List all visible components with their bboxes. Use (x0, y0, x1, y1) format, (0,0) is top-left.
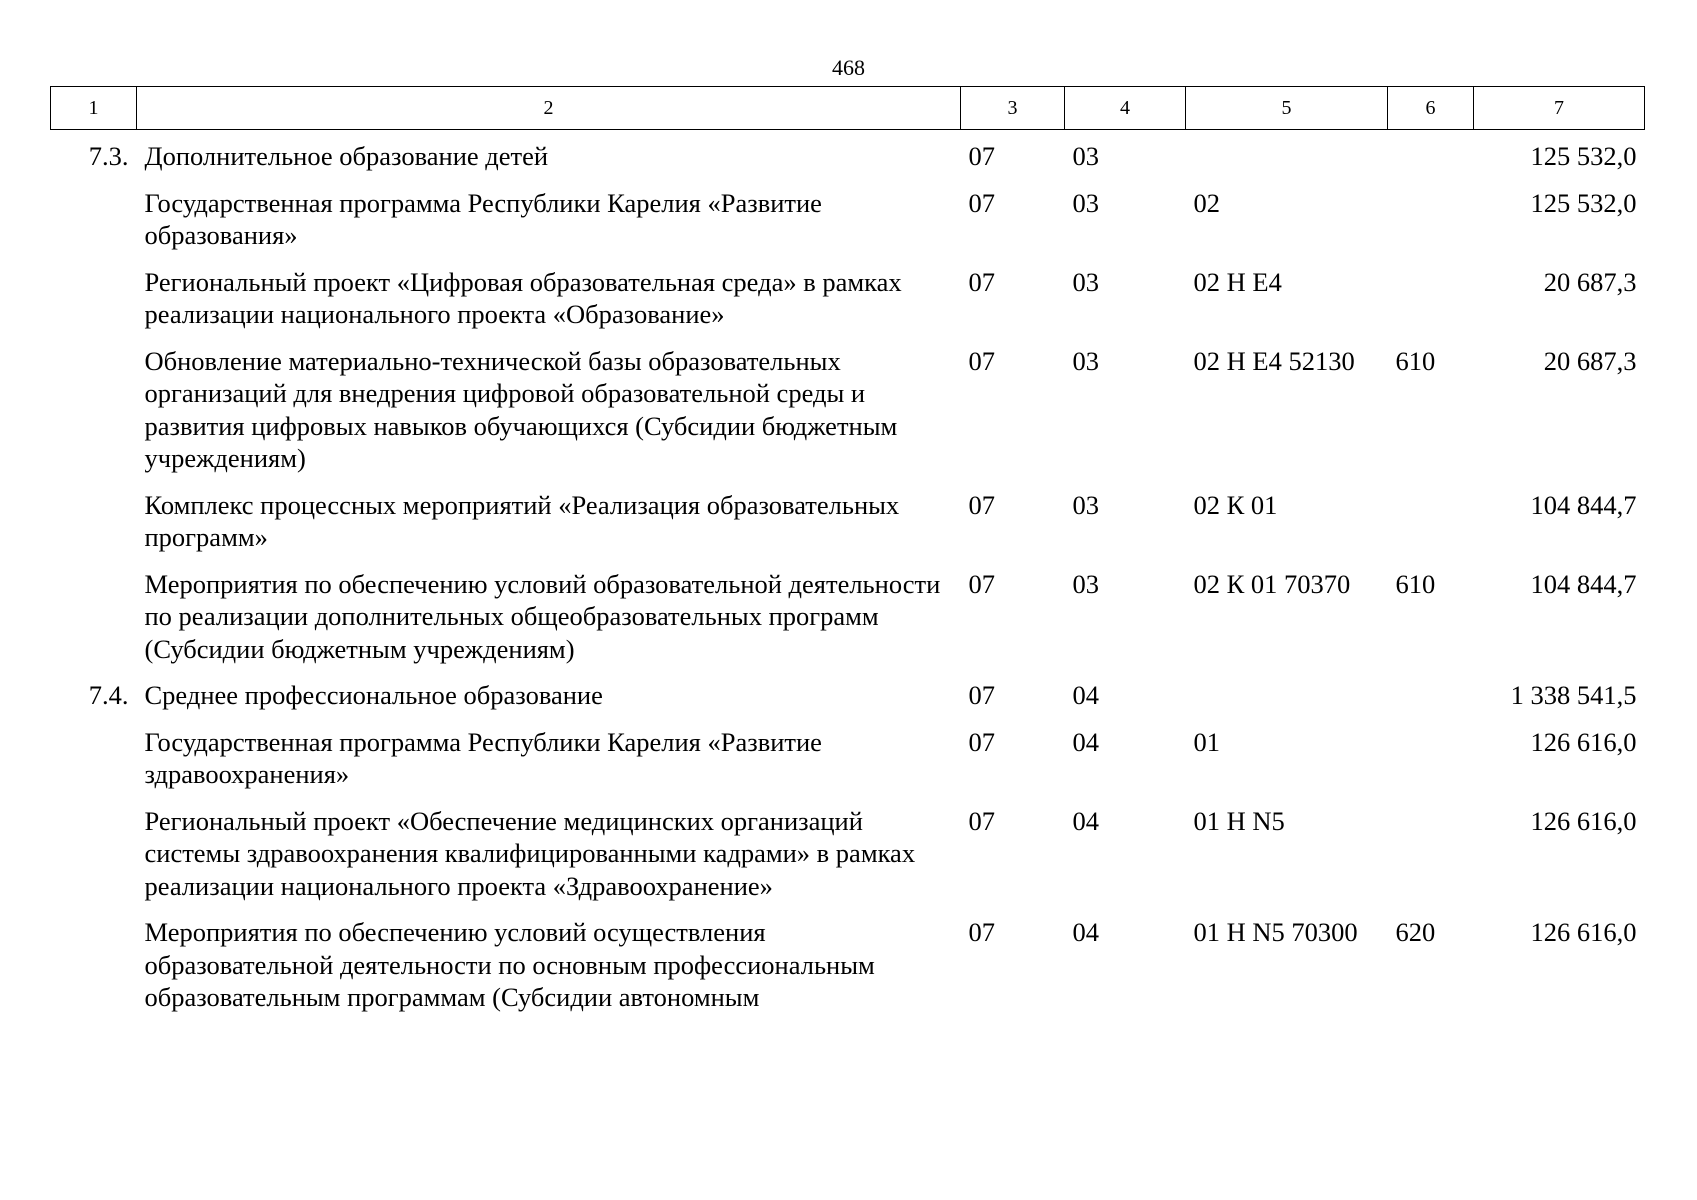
row-subsection-code: 04 (1072, 917, 1099, 947)
table-row (51, 673, 1645, 720)
row-name: Комплекс процессных мероприятий «Реализация образовательных программ» (144, 489, 900, 552)
row-expense-type: 610 (1395, 568, 1436, 599)
row-expense-type: 620 (1395, 917, 1436, 947)
row-section-code: 07 (968, 187, 995, 218)
header-col-3: 3 (961, 87, 1065, 130)
row-number (51, 910, 137, 1022)
row-amount: 1 338 541,5 (1510, 680, 1637, 710)
row-section-code: 07 (968, 917, 995, 947)
row-amount: 126 616,0 (1530, 805, 1637, 836)
table-row (51, 181, 1645, 260)
row-expense-type: 610 (1395, 345, 1436, 376)
row-subsection-code: 03 (1072, 489, 1099, 520)
row-section-code: 07 (968, 141, 995, 171)
row-subsection-code: 03 (1072, 345, 1099, 376)
table-row (51, 483, 1645, 562)
table-row (51, 339, 1645, 483)
row-target-code: 02 К 01 70370 (1193, 568, 1351, 599)
table-header (51, 87, 1645, 130)
row-section-code: 07 (968, 680, 995, 710)
table-row (51, 799, 1645, 911)
row-target-code: 02 Н Е4 52130 (1193, 345, 1355, 376)
header-col-6: 6 (1388, 87, 1474, 130)
row-target-code (1186, 673, 1388, 720)
row-number: 7.4. (88, 680, 129, 710)
row-target-code (1186, 130, 1388, 181)
row-section-code: 07 (968, 345, 995, 376)
table-row (51, 720, 1645, 799)
header-row (51, 87, 1645, 130)
row-subsection-code: 04 (1072, 680, 1099, 710)
row-amount: 125 532,0 (1530, 141, 1637, 171)
row-number (51, 260, 137, 339)
row-amount: 20 687,3 (1543, 266, 1637, 297)
row-amount: 104 844,7 (1530, 568, 1637, 599)
row-expense-type (1388, 673, 1474, 720)
page-number: 468 (832, 55, 865, 80)
row-amount: 126 616,0 (1530, 917, 1637, 947)
row-expense-type (1388, 181, 1474, 260)
row-amount: 125 532,0 (1530, 187, 1637, 218)
row-section-code: 07 (968, 568, 995, 599)
row-name: Государственная программа Республики Карелия «Развитие здравоохранения» (144, 726, 822, 789)
row-expense-type (1388, 720, 1474, 799)
row-subsection-code: 04 (1072, 726, 1099, 757)
header-col-7: 7 (1474, 87, 1645, 130)
table-body (51, 130, 1645, 1022)
row-name: Среднее профессиональное образование (144, 680, 603, 710)
row-expense-type (1388, 799, 1474, 911)
row-target-code: 02 Н Е4 (1193, 266, 1282, 297)
table-row (51, 130, 1645, 181)
row-amount: 126 616,0 (1530, 726, 1637, 757)
row-name: Региональный проект «Обеспечение медицинских организаций системы здравоохранения квалифицированными кадрами» в рамках реализации национального проекта «Здравоохранение» (144, 805, 916, 901)
row-subsection-code: 03 (1072, 187, 1099, 218)
row-section-code: 07 (968, 726, 995, 757)
row-name: Мероприятия по обеспечению условий осуществления образовательной деятельности по основным профессиональным образовательным программам (Субсидии автономным (144, 917, 875, 1012)
table-row (51, 260, 1645, 339)
row-expense-type (1388, 260, 1474, 339)
row-subsection-code: 03 (1072, 141, 1099, 171)
row-section-code: 07 (968, 489, 995, 520)
row-name: Мероприятия по обеспечению условий образовательной деятельности по реализации дополнительных общеобразовательных программ (Субсидии бюджетным учреждениям) (144, 568, 941, 664)
row-section-code: 07 (968, 805, 995, 836)
row-name: Дополнительное образование детей (144, 141, 549, 171)
row-number: 7.3. (88, 141, 129, 171)
table-row (51, 562, 1645, 674)
row-expense-type (1388, 483, 1474, 562)
header-col-5: 5 (1186, 87, 1388, 130)
row-name: Обновление материально-технической базы образовательных организаций для внедрения цифровой образовательной среды и развития цифровых навыков обучающихся (Субсидии бюджетным учреждениям) (144, 345, 898, 473)
header-col-4: 4 (1065, 87, 1186, 130)
row-amount: 104 844,7 (1530, 489, 1637, 520)
row-subsection-code: 03 (1072, 568, 1099, 599)
row-section-code: 07 (968, 266, 995, 297)
row-number (51, 339, 137, 483)
row-target-code: 02 К 01 (1193, 489, 1278, 520)
row-amount: 20 687,3 (1543, 345, 1637, 376)
row-subsection-code: 03 (1072, 266, 1099, 297)
header-col-1: 1 (51, 87, 137, 130)
row-number (51, 720, 137, 799)
row-name: Региональный проект «Цифровая образовательная среда» в рамках реализации национального проекта «Образование» (144, 266, 902, 329)
row-subsection-code: 04 (1072, 805, 1099, 836)
row-number (51, 181, 137, 260)
row-target-code: 01 Н N5 70300 (1193, 917, 1358, 947)
row-target-code: 02 (1193, 187, 1220, 218)
row-target-code: 01 Н N5 (1193, 805, 1285, 836)
budget-table (50, 86, 1645, 1022)
row-expense-type (1388, 130, 1474, 181)
row-number (51, 562, 137, 674)
row-number (51, 799, 137, 911)
row-name: Государственная программа Республики Карелия «Развитие образования» (144, 187, 822, 250)
table-row (51, 910, 1645, 1022)
header-col-2: 2 (137, 87, 961, 130)
row-number (51, 483, 137, 562)
row-target-code: 01 (1193, 726, 1220, 757)
